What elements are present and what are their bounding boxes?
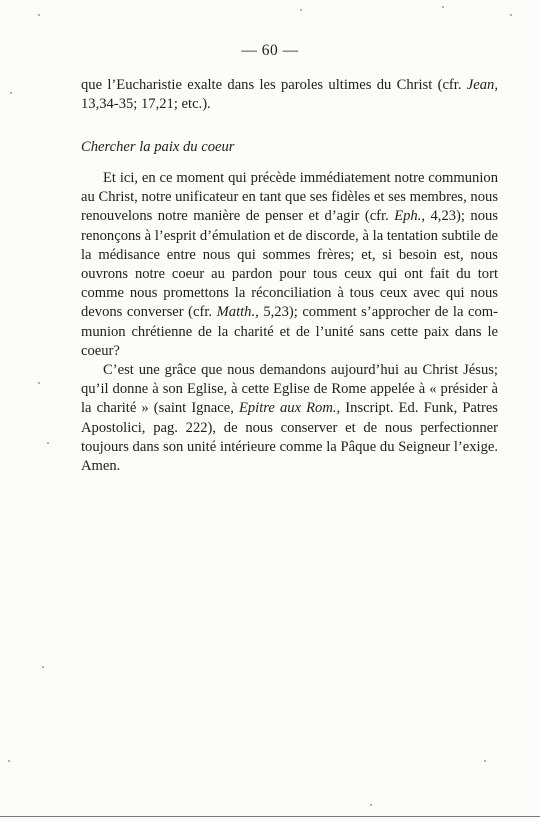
scan-speck	[300, 9, 302, 11]
scan-speck	[510, 14, 512, 16]
section-heading: Chercher la paix du coeur	[81, 139, 235, 155]
scan-speck	[10, 92, 12, 94]
scan-speck	[47, 442, 49, 444]
scan-speck	[38, 14, 40, 16]
scripture-reference: Jean,	[466, 77, 498, 93]
scan-speck	[8, 760, 10, 762]
intro-text: que l’Eucharistie exalte dans les paroles ultimes du Christ (cfr.	[81, 77, 467, 93]
paragraph-text: C’est une grâce que nous demandons aujourd’hui au Christ Jésus; qu’il donne à son Eglise, à cette Eglise de Rome appelée à « présider à la charité » (saint Ignace,	[81, 362, 498, 417]
page-number: — 60 —	[241, 42, 299, 59]
scan-speck	[484, 760, 486, 762]
scan-speck	[42, 666, 44, 668]
intro-paragraph	[81, 76, 498, 114]
scan-speck	[442, 6, 444, 8]
paragraph-text: 5,23); comment s’approcher de la com-munion chrétienne de la charité et de l’unité sans cette paix dans le coeur?	[81, 304, 498, 359]
work-title: Epitre aux Rom.,	[238, 400, 341, 417]
paragraph-text: 4,23); nous renonçons à l’esprit d’émulation et de discorde, à la tentation subtile de la médisance entre nous qui sommes frères; et, si besoin est, nous ouvrons notre coeur au pardon pour tous ceux qui ont fait du tort comme nous promettons la réconciliation à tous ceux avec qui nous devons converser (cfr.	[81, 208, 498, 321]
intro-text: 13,34-35; 17,21; etc.).	[81, 96, 211, 113]
scan-speck	[38, 382, 40, 384]
scripture-reference: Matth.,	[216, 304, 259, 321]
body-text	[81, 169, 498, 476]
scan-speck	[370, 804, 372, 806]
scan-edge-line	[0, 816, 540, 817]
scripture-reference: Eph.,	[394, 208, 426, 225]
paragraph-1	[81, 169, 498, 361]
paragraph-2	[81, 361, 498, 476]
paragraph-text: Inscript. Ed. Funk, Patres Apostolici, pag. 222), de nous conserver et de nous perfectionner toujours dans son unité intérieure comme la Pâque du Seigneur l’exige. Amen.	[81, 400, 498, 475]
paragraph-text: Et ici, en ce moment qui précède immédiatement notre communion au Christ, notre unificateur en tant que ses fidèles et ses membres, nous renouvelons notre manière de penser et d’agir (cfr.	[81, 170, 498, 225]
